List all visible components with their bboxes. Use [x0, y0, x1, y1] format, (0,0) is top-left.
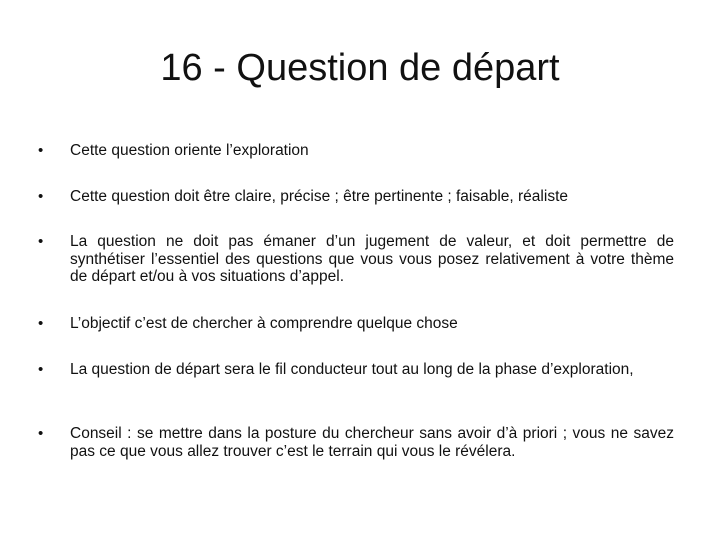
bullet-item	[38, 233, 674, 286]
bullet-dot-icon: •	[38, 188, 44, 205]
bullet-text: Conseil : se mettre dans la posture du chercheur sans avoir d’à priori ; vous ne savez pas ce que vous allez trouver c’est le terrain qui vous le révélera.	[70, 425, 674, 460]
slide-title: 16 - Question de départ	[160, 47, 560, 89]
bullet-text: Cette question oriente l’exploration	[70, 142, 309, 159]
bullet-item	[38, 315, 674, 333]
bullet-item	[38, 142, 674, 160]
bullet-item	[38, 361, 674, 379]
bullet-item	[38, 188, 674, 206]
bullet-dot-icon: •	[38, 233, 44, 250]
bullet-text: Cette question doit être claire, précise ; être pertinente ; faisable, réaliste	[70, 188, 568, 205]
bullet-text: La question ne doit pas émaner d’un jugement de valeur, et doit permettre de synthétiser l’essentiel des questions que vous vous posez relativement à votre thème de départ et/ou à vos situations d’appel.	[70, 233, 674, 285]
bullet-dot-icon: •	[38, 361, 44, 378]
bullet-text: La question de départ sera le fil conducteur tout au long de la phase d’exploration,	[70, 361, 634, 378]
bullet-item	[38, 425, 674, 460]
bullet-dot-icon: •	[38, 425, 44, 442]
bullet-dot-icon: •	[38, 315, 44, 332]
bullet-dot-icon: •	[38, 142, 44, 159]
bullet-text: L’objectif c’est de chercher à comprendre quelque chose	[70, 315, 458, 332]
